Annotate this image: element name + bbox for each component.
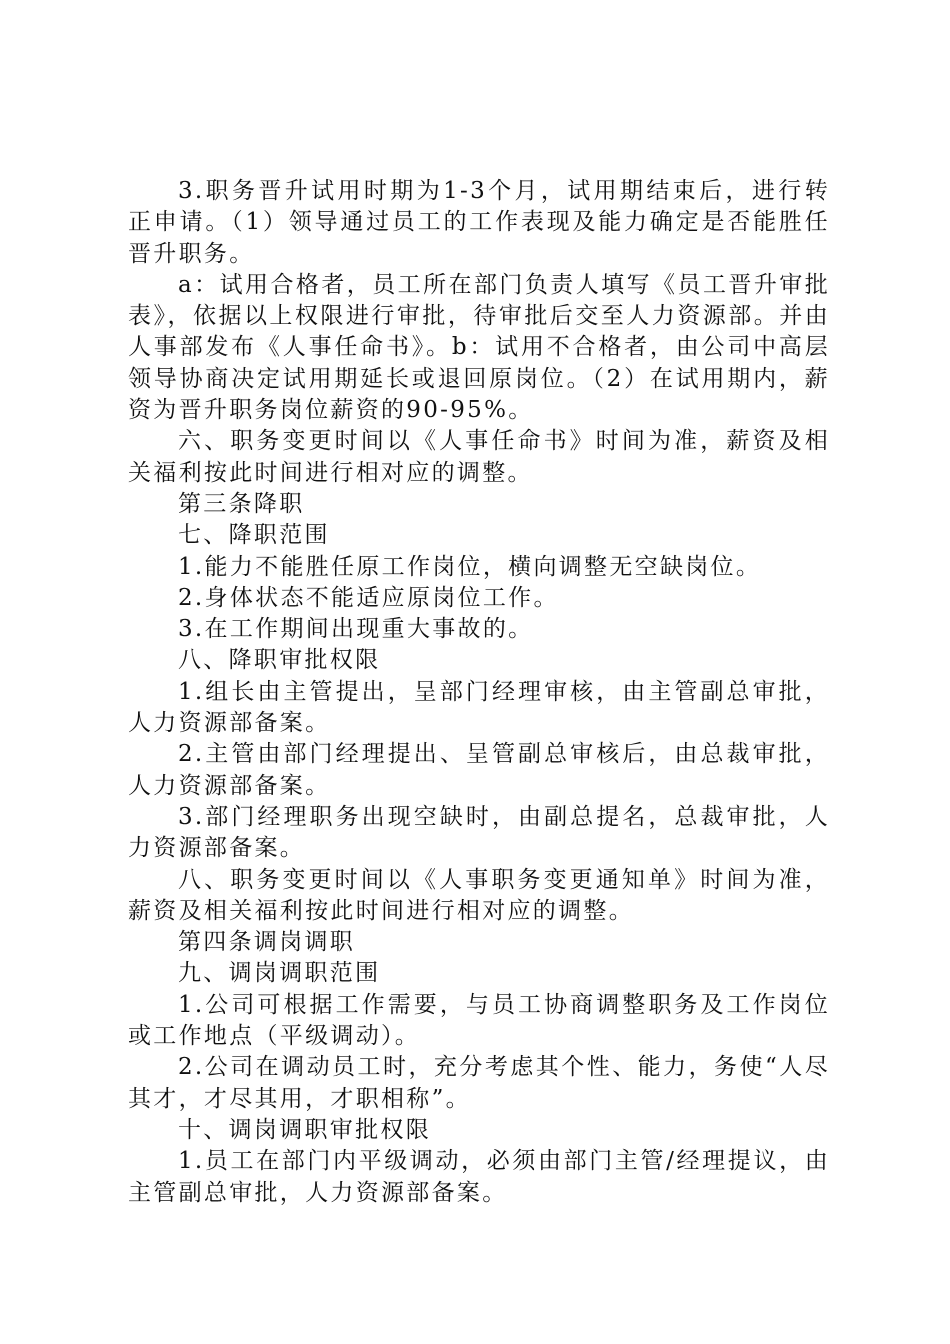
subheading-demotion-approval: 八、降职审批权限 xyxy=(178,647,381,674)
paragraph-probation-result: a：试用合格者，员工所在部门负责人填写《员工晋升审批表》，依据以上权限进行审批，待审批后交至人力资源部。并由人事部发布《人事任命书》。b：试用不合格者，由公司中高层领导协商决定试用期延长或退回原岗位。（2）在试用期内，薪资为晋升职务岗位薪资的90-95%。 xyxy=(128,271,830,424)
list-item: 1.能力不能胜任原工作岗位，横向调整无空缺岗位。 xyxy=(178,553,762,580)
paragraph-probation-period: 3.职务晋升试用时期为1-3个月，试用期结束后，进行转正申请。（1）领导通过员工的工作表现及能力确定是否能胜任晋升职务。 xyxy=(128,178,830,267)
list-item: 3.在工作期间出现重大事故的。 xyxy=(178,616,534,643)
list-item: 1.组长由主管提出，呈部门经理审核，由主管副总审批，人力资源部备案。 xyxy=(128,678,830,737)
paragraph-change-time: 六、职务变更时间以《人事任命书》时间为准，薪资及相关福利按此时间进行相对应的调整。 xyxy=(128,428,830,486)
list-item: 1.公司可根据工作需要，与员工协商调整职务及工作岗位或工作地点（平级调动）。 xyxy=(128,991,830,1050)
document-body xyxy=(128,176,830,1209)
subheading-demotion-scope: 七、降职范围 xyxy=(178,522,330,549)
list-item: 3.部门经理职务出现空缺时，由副总提名，总裁审批，人力资源部备案。 xyxy=(128,803,830,862)
list-item: 1.员工在部门内平级调动，必须由部门主管/经理提议，由主管副总审批，人力资源部备案。 xyxy=(128,1148,830,1206)
section-heading-transfer: 第四条调岗调职 xyxy=(178,929,356,956)
list-item: 2.主管由部门经理提出、呈管副总审核后，由总裁审批，人力资源部备案。 xyxy=(128,741,830,799)
list-item: 2.公司在调动员工时，充分考虑其个性、能力，务使“人尽其才，才尽其用，才职相称”。 xyxy=(128,1054,830,1112)
subheading-transfer-scope: 九、调岗调职范围 xyxy=(178,960,381,987)
paragraph-change-time-notice: 八、职务变更时间以《人事职务变更通知单》时间为准，薪资及相关福利按此时间进行相对应的调整。 xyxy=(128,866,830,924)
list-item: 2.身体状态不能适应原岗位工作。 xyxy=(178,584,559,611)
subheading-transfer-approval: 十、调岗调职审批权限 xyxy=(178,1116,431,1143)
section-heading-demotion: 第三条降职 xyxy=(178,490,305,517)
